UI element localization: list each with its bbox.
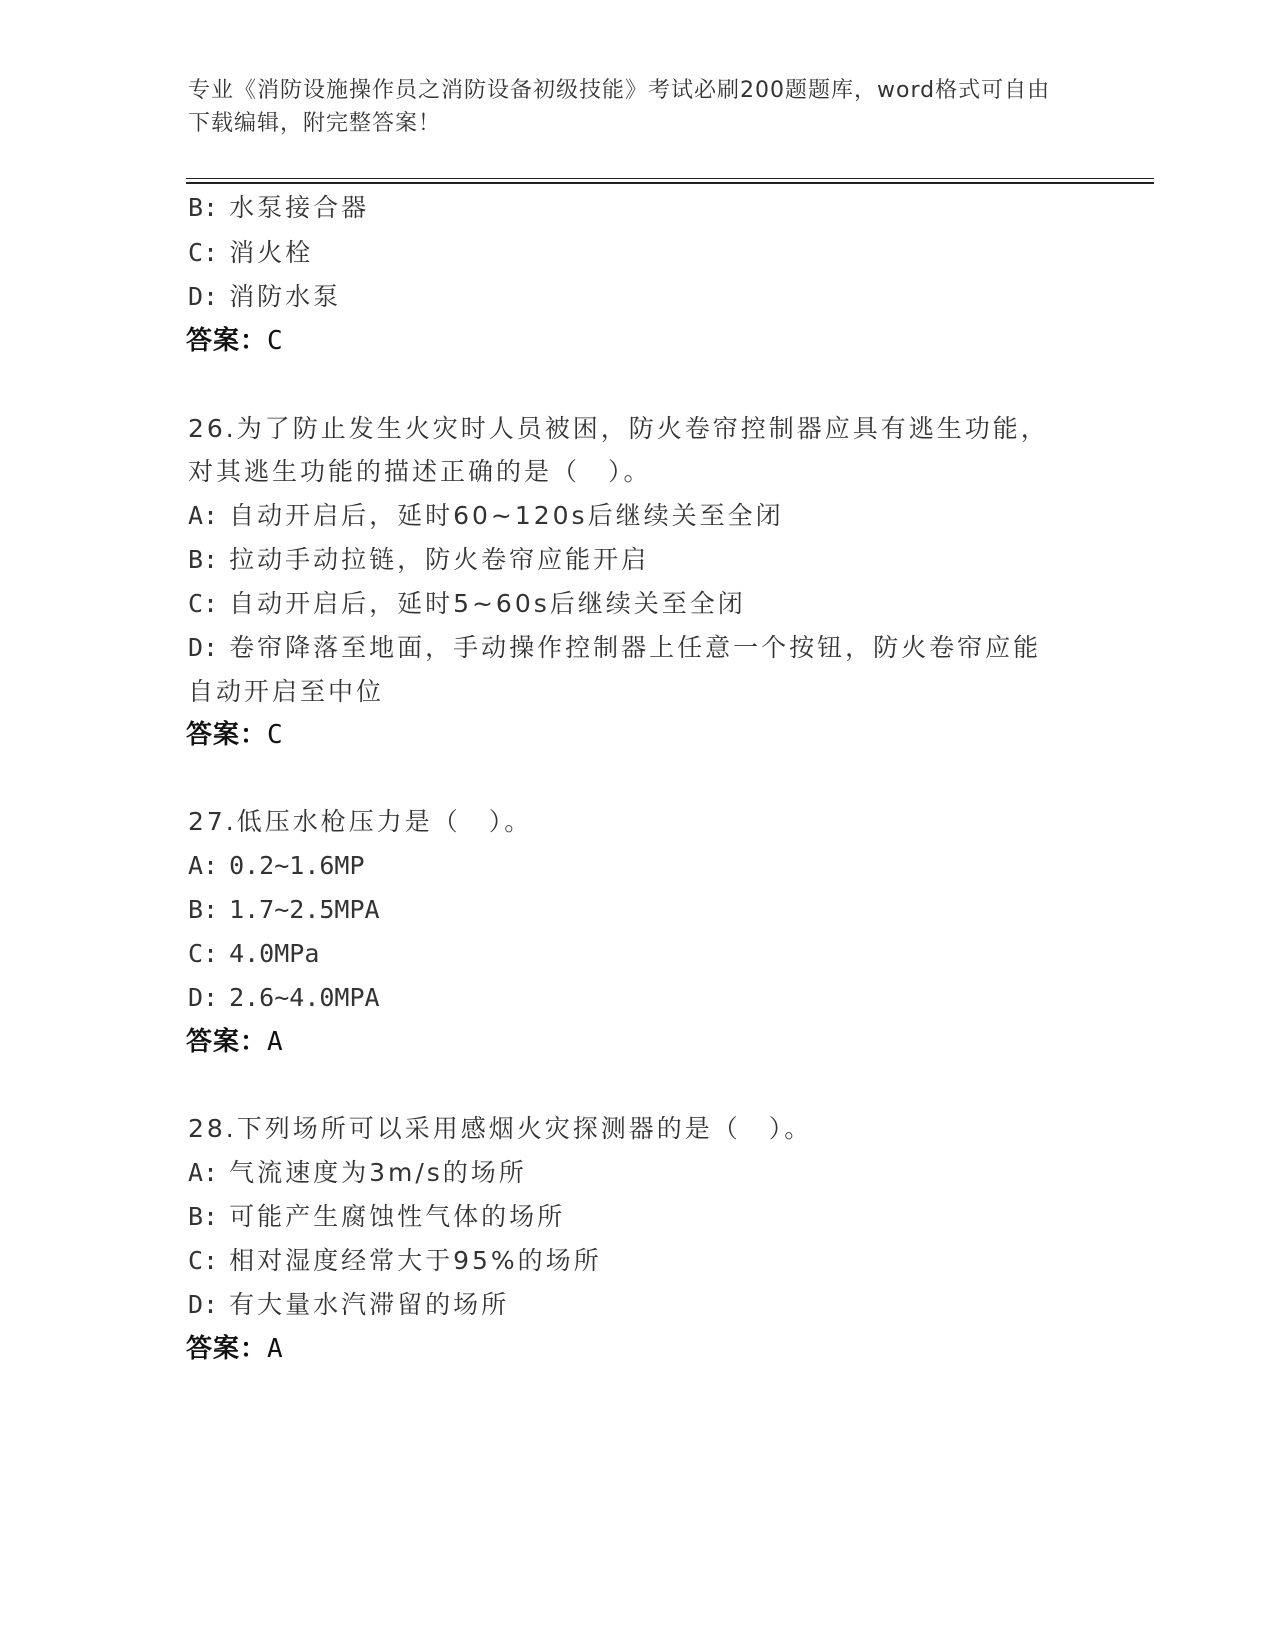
question-text: 对其逃生功能的描述正确的是（ ）。 (188, 457, 652, 486)
option-line (188, 1245, 602, 1277)
header-divider-thin (186, 178, 1154, 179)
option-line (188, 1157, 527, 1189)
option-label: C: (188, 589, 219, 618)
option-line (188, 281, 341, 313)
option-label: C: (188, 939, 219, 968)
answer-line (186, 1025, 284, 1059)
option-text: 拉动手动拉链，防火卷帘应能开启 (229, 545, 650, 574)
option-text: 气流速度为3m/s的场所 (229, 1158, 527, 1187)
option-text: 有大量水汽滞留的场所 (229, 1290, 510, 1319)
option-text: 自动开启后，延时5~60s后继续关至全闭 (229, 589, 746, 618)
option-line (188, 982, 380, 1014)
option-continuation: 自动开启至中位 (188, 677, 385, 706)
answer-value: A (267, 1027, 284, 1057)
option-text: 可能产生腐蚀性气体的场所 (229, 1202, 566, 1231)
question-text: 26.为了防止发生火灾时人员被困，防火卷帘控制器应具有逃生功能， (188, 414, 1049, 443)
option-line (188, 938, 319, 970)
answer-value: C (267, 720, 284, 750)
answer-label: 答案： (186, 326, 268, 356)
option-label: A: (188, 501, 219, 530)
option-text: 4.0MPa (229, 939, 320, 968)
answer-line (186, 718, 284, 752)
option-label: B: (188, 1202, 219, 1231)
option-text: 2.6~4.0MPA (229, 983, 380, 1012)
option-label: B: (188, 545, 219, 574)
answer-value: A (267, 1334, 284, 1364)
option-text: 水泵接合器 (229, 193, 370, 222)
option-label: D: (188, 633, 219, 662)
option-label: D: (188, 1290, 219, 1319)
option-text: 自动开启后，延时60~120s后继续关至全闭 (229, 501, 784, 530)
option-line (188, 894, 380, 926)
header-divider-thick (186, 182, 1154, 184)
option-line (188, 544, 649, 576)
option-line (188, 500, 784, 532)
answer-label: 答案： (186, 1334, 268, 1364)
option-line (188, 588, 746, 620)
option-text: 0.2~1.6MP (229, 851, 365, 880)
question-text: 28.下列场所可以采用感烟火灾探测器的是（ ）。 (188, 1114, 813, 1143)
option-label: C: (188, 1246, 219, 1275)
option-text: 卷帘降落至地面，手动操作控制器上任意一个按钮，防火卷帘应能 (229, 633, 1042, 662)
option-text: 消防水泵 (229, 282, 342, 311)
option-line (188, 237, 313, 269)
question-text: 27.低压水枪压力是（ ）。 (188, 807, 533, 836)
option-label: B: (188, 895, 219, 924)
document-header: 专业《消防设施操作员之消防设备初级技能》考试必刷200题题库，word格式可自由下载编辑，附完整答案！ (188, 78, 1051, 136)
option-text: 相对湿度经常大于95%的场所 (229, 1246, 602, 1275)
option-label: D: (188, 282, 219, 311)
option-line (188, 850, 365, 882)
option-line (188, 192, 369, 224)
option-label: A: (188, 1158, 219, 1187)
option-line (188, 1201, 565, 1233)
answer-value: C (267, 326, 284, 356)
answer-line (186, 324, 284, 358)
option-label: C: (188, 238, 219, 267)
answer-label: 答案： (186, 1027, 268, 1057)
option-label: B: (188, 193, 219, 222)
answer-line (186, 1332, 284, 1366)
option-text: 1.7~2.5MPA (229, 895, 380, 924)
option-line (188, 1289, 509, 1321)
answer-label: 答案： (186, 720, 268, 750)
option-label: D: (188, 983, 219, 1012)
option-text: 消火栓 (229, 238, 314, 267)
option-line (188, 632, 1041, 664)
option-label: A: (188, 851, 219, 880)
